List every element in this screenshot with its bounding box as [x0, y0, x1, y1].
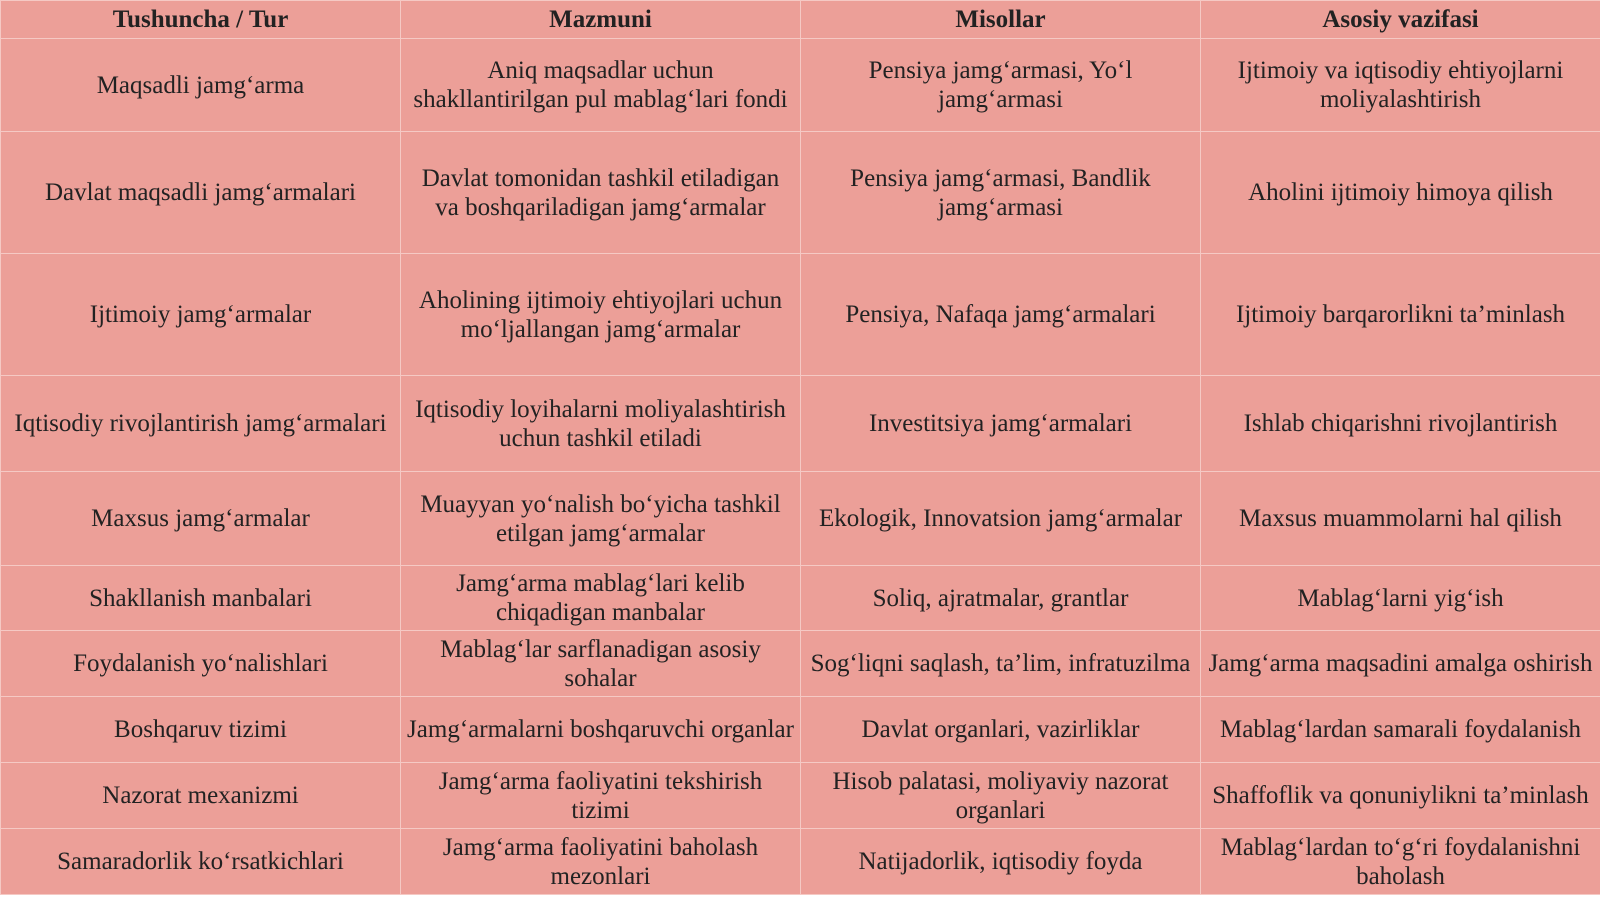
cell-main-function: Mablag‘lardan to‘g‘ri foydalanishni baholash — [1201, 829, 1600, 895]
cell-concept: Iqtisodiy rivojlantirish jamg‘armalari — [1, 376, 401, 472]
cell-concept: Maxsus jamg‘armalar — [1, 472, 401, 566]
cell-examples: Soliq, ajratmalar, grantlar — [801, 566, 1201, 631]
cell-concept: Nazorat mexanizmi — [1, 763, 401, 829]
table-row — [1, 631, 1600, 697]
cell-content: Mablag‘lar sarflanadigan asosiy sohalar — [401, 631, 801, 697]
header-row — [1, 1, 1600, 39]
table-row — [1, 566, 1600, 631]
header-main-function: Asosiy vazifasi — [1201, 1, 1600, 39]
cell-examples: Pensiya, Nafaqa jamg‘armalari — [801, 254, 1201, 376]
table-row — [1, 39, 1600, 132]
cell-content: Jamg‘arma faoliyatini tekshirish tizimi — [401, 763, 801, 829]
cell-main-function: Mablag‘lardan samarali foydalanish — [1201, 697, 1600, 763]
header-examples: Misollar — [801, 1, 1201, 39]
cell-examples: Investitsiya jamg‘armalari — [801, 376, 1201, 472]
cell-examples: Natijadorlik, iqtisodiy foyda — [801, 829, 1201, 895]
cell-content: Davlat tomonidan tashkil etiladigan va boshqariladigan jamg‘armalar — [401, 132, 801, 254]
cell-main-function: Mablag‘larni yig‘ish — [1201, 566, 1600, 631]
table-row — [1, 254, 1600, 376]
cell-content: Jamg‘arma faoliyatini baholash mezonlari — [401, 829, 801, 895]
cell-main-function: Jamg‘arma maqsadini amalga oshirish — [1201, 631, 1600, 697]
cell-examples: Sog‘liqni saqlash, ta’lim, infratuzilma — [801, 631, 1201, 697]
cell-main-function: Ishlab chiqarishni rivojlantirish — [1201, 376, 1600, 472]
cell-content: Muayyan yo‘nalish bo‘yicha tashkil etilgan jamg‘armalar — [401, 472, 801, 566]
cell-concept: Shakllanish manbalari — [1, 566, 401, 631]
table-row — [1, 132, 1600, 254]
cell-content: Iqtisodiy loyihalarni moliyalashtirish uchun tashkil etiladi — [401, 376, 801, 472]
cell-concept: Boshqaruv tizimi — [1, 697, 401, 763]
cell-examples: Davlat organlari, vazirliklar — [801, 697, 1201, 763]
cell-examples: Ekologik, Innovatsion jamg‘armalar — [801, 472, 1201, 566]
cell-concept: Davlat maqsadli jamg‘armalari — [1, 132, 401, 254]
cell-main-function: Shaffoflik va qonuniylikni ta’minlash — [1201, 763, 1600, 829]
cell-content: Jamg‘armalarni boshqaruvchi organlar — [401, 697, 801, 763]
cell-content: Jamg‘arma mablag‘lari kelib chiqadigan manbalar — [401, 566, 801, 631]
cell-main-function: Maxsus muammolarni hal qilish — [1201, 472, 1600, 566]
cell-concept: Ijtimoiy jamg‘armalar — [1, 254, 401, 376]
cell-content: Aniq maqsadlar uchun shakllantirilgan pul mablag‘lari fondi — [401, 39, 801, 132]
table-row — [1, 376, 1600, 472]
cell-main-function: Ijtimoiy barqarorlikni ta’minlash — [1201, 254, 1600, 376]
cell-examples: Pensiya jamg‘armasi, Yo‘l jamg‘armasi — [801, 39, 1201, 132]
table-row — [1, 763, 1600, 829]
cell-main-function: Ijtimoiy va iqtisodiy ehtiyojlarni moliyalashtirish — [1201, 39, 1600, 132]
table-row — [1, 472, 1600, 566]
cell-content: Aholining ijtimoiy ehtiyojlari uchun mo‘ljallangan jamg‘armalar — [401, 254, 801, 376]
cell-main-function: Aholini ijtimoiy himoya qilish — [1201, 132, 1600, 254]
cell-examples: Hisob palatasi, moliyaviy nazorat organlari — [801, 763, 1201, 829]
cell-concept: Foydalanish yo‘nalishlari — [1, 631, 401, 697]
cell-concept: Maqsadli jamg‘arma — [1, 39, 401, 132]
cell-concept: Samaradorlik ko‘rsatkichlari — [1, 829, 401, 895]
cell-examples: Pensiya jamg‘armasi, Bandlik jamg‘armasi — [801, 132, 1201, 254]
table-row — [1, 829, 1600, 895]
table-row — [1, 697, 1600, 763]
header-content: Mazmuni — [401, 1, 801, 39]
header-concept: Tushuncha / Tur — [1, 1, 401, 39]
